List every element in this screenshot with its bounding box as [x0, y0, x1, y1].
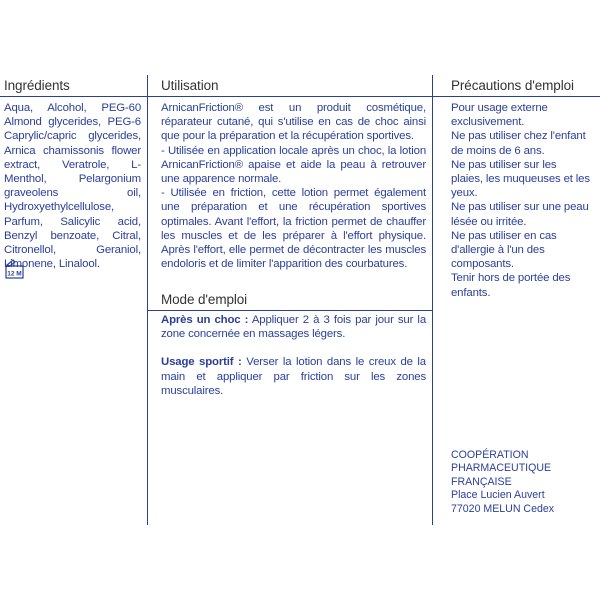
mode-emploi-heading: Mode d'emploi — [161, 292, 248, 307]
utilisation-paragraph: - Utilisée en friction, cette lotion permet également une préparation et une récupération sportives optimales. Avant l'effort, la friction permet de chauffer les muscles et de les préparer à l'effort physique. Après l'effort, elle permet de décontracter les muscles endoloris et de limiter l'apparition des courbatures. — [161, 187, 426, 271]
column-divider-1 — [147, 75, 148, 525]
ingredients-text: Aqua, Alcohol, PEG-60 Almond glycerides, PEG-6 Caprylic/capric glycerides, Arnica chamissonis flower extract, Veratrole, L-Menthol, Pelargonium graveolens oil, Hydroxyethylcellulose, Parfum, Salicylic acid, Benzyl benzoate, Citral, Citronellol, Geraniol, Limonene, Linalool. — [4, 102, 141, 271]
choc-text: Appliquer 2 à 3 fois par jour sur la zone concernée en massages légers. — [161, 314, 426, 341]
column-divider-2 — [432, 75, 433, 525]
precaution-item: Ne pas utiliser sur une peau lésée ou irritée. — [451, 201, 589, 228]
precaution-item: Ne pas utiliser chez l'enfant de moins de 6 ans. — [451, 130, 586, 157]
utilisation-paragraph: - Utilisée en application locale après un choc, la lotion ArnicanFriction® apaise et aide la peau à retrouver une apparence normale. — [161, 144, 426, 186]
mode-emploi-text — [161, 313, 426, 398]
precaution-item: Tenir hors de portée des enfants. — [451, 272, 571, 299]
sport-label: Usage sportif : — [161, 356, 242, 369]
ingredients-heading: Ingrédients — [4, 78, 70, 93]
choc-label: Après un choc : — [161, 314, 249, 326]
utilisation-heading: Utilisation — [161, 78, 219, 93]
company-line: FRANÇAISE — [451, 475, 512, 488]
utilisation-paragraph: ArnicanFriction® est un produit cosmétique, réparateur cutané, qui s'utilise en cas de choc ainsi que pour la préparation et la récupération sportives. — [161, 102, 426, 143]
header-rule — [0, 96, 600, 97]
sport-text: Verser la lotion dans le creux de la main et appliquer par friction sur les zones musculaires. — [161, 356, 426, 397]
company-line: Place Lucien Auvert — [451, 489, 545, 502]
company-line: PHARMACEUTIQUE — [451, 462, 552, 475]
company-line: COOPÉRATION — [451, 449, 529, 461]
precaution-item: Ne pas utiliser en cas d'allergie à l'un des composants. — [451, 229, 557, 271]
pao-label: 12 M — [7, 270, 22, 278]
precautions-list — [451, 101, 591, 300]
utilisation-text — [161, 101, 426, 271]
precaution-item: Pour usage externe exclusivement. — [451, 102, 548, 129]
company-line: 77020 MELUN Cedex — [451, 502, 555, 515]
precaution-item: Ne pas utiliser sur les plaies, les muqueuses et les yeux. — [451, 158, 590, 200]
company-address — [451, 449, 554, 516]
mode-emploi-rule — [148, 310, 432, 311]
open-jar-icon — [4, 258, 24, 280]
precautions-heading: Précautions d'emploi — [451, 78, 574, 93]
